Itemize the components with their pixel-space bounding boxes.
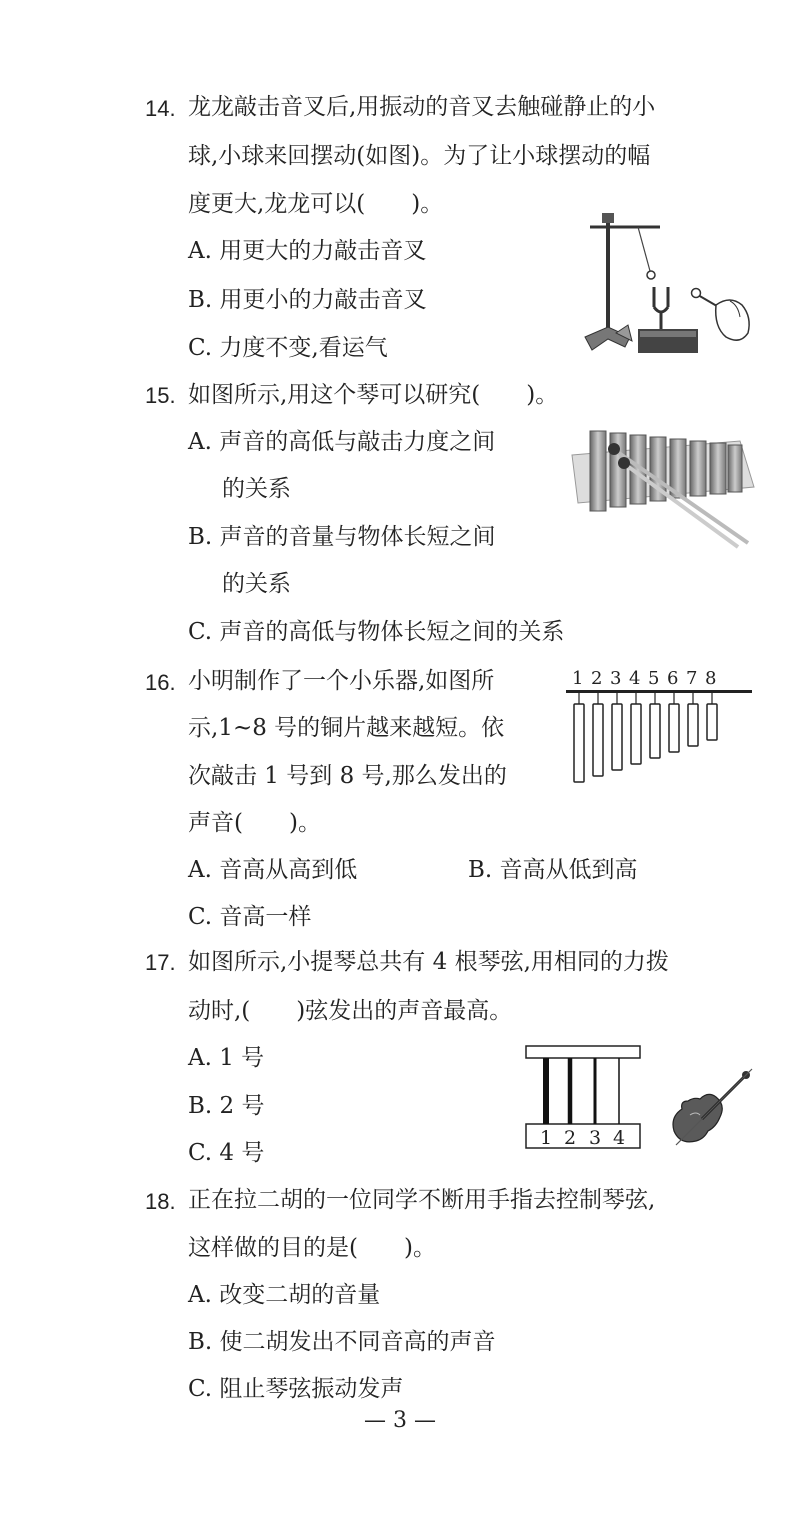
question-14-line-2: 球,小球来回摆动(如图)。为了让小球摆动的幅 bbox=[188, 143, 651, 169]
question-17-option-b[interactable]: B. 2 号 bbox=[188, 1093, 265, 1119]
xylophone-figure bbox=[568, 425, 758, 550]
violin-strings-diagram bbox=[522, 1042, 647, 1154]
question-18-option-b[interactable]: B. 使二胡发出不同音高的声音 bbox=[188, 1329, 496, 1355]
question-17-line-2: 动时,( )弦发出的声音最高。 bbox=[188, 998, 513, 1024]
chime-label: 3 bbox=[610, 668, 622, 689]
hand-with-mallet-icon bbox=[692, 289, 750, 341]
chimes-figure bbox=[566, 664, 756, 789]
question-17-option-c[interactable]: C. 4 号 bbox=[188, 1140, 265, 1166]
question-15-option-b[interactable]: B. 声音的音量与物体长短之间 bbox=[188, 524, 496, 550]
question-18-line-1: 正在拉二胡的一位同学不断用手指去控制琴弦, bbox=[188, 1187, 656, 1213]
question-16-option-a[interactable]: A. 音高从高到低 bbox=[188, 857, 358, 883]
question-17-option-a[interactable]: A. 1 号 bbox=[188, 1045, 265, 1071]
question-18-option-c[interactable]: C. 阻止琴弦振动发声 bbox=[188, 1376, 404, 1402]
chime-label: 8 bbox=[705, 668, 717, 689]
question-18-line-2: 这样做的目的是( )。 bbox=[188, 1235, 436, 1261]
chime-rail bbox=[566, 690, 752, 693]
question-16-line-1: 小明制作了一个小乐器,如图所 bbox=[188, 668, 495, 694]
chime-label: 6 bbox=[667, 668, 679, 689]
question-14-line-1: 龙龙敲击音叉后,用振动的音叉去触碰静止的小 bbox=[188, 94, 656, 120]
question-16-line-3: 次敲击 1 号到 8 号,那么发出的 bbox=[188, 763, 507, 789]
string-label: 4 bbox=[613, 1127, 626, 1149]
question-15-option-a[interactable]: A. 声音的高低与敲击力度之间 bbox=[188, 429, 496, 455]
pendulum-ball-icon bbox=[638, 227, 655, 279]
violin-strings-icon bbox=[546, 1058, 619, 1124]
chime-bars-icon bbox=[574, 704, 717, 782]
question-15-option-b-cont: 的关系 bbox=[222, 571, 291, 597]
violin-icon bbox=[664, 1065, 756, 1150]
string-label: 2 bbox=[564, 1127, 577, 1149]
chime-label: 1 bbox=[572, 668, 584, 689]
question-17-line-1: 如图所示,小提琴总共有 4 根琴弦,用相同的力拨 bbox=[188, 949, 669, 975]
question-16-option-b[interactable]: B. 音高从低到高 bbox=[468, 857, 638, 883]
question-18-option-a[interactable]: A. 改变二胡的音量 bbox=[188, 1282, 381, 1308]
question-15-line-1: 如图所示,用这个琴可以研究( )。 bbox=[188, 382, 559, 408]
question-15-option-a-cont: 的关系 bbox=[222, 476, 291, 502]
string-top-bar bbox=[526, 1046, 640, 1058]
tuning-fork-pendulum-figure bbox=[580, 205, 760, 360]
question-16-line-2: 示,1~8 号的铜片越来越短。依 bbox=[188, 715, 505, 741]
question-14-number: 14. bbox=[145, 96, 176, 121]
question-15-number: 15. bbox=[145, 383, 176, 408]
question-17-number: 17. bbox=[145, 950, 176, 975]
question-14-line-3: 度更大,龙龙可以( )。 bbox=[188, 191, 444, 217]
question-16-option-c[interactable]: C. 音高一样 bbox=[188, 904, 312, 930]
question-14-option-b[interactable]: B. 用更小的力敲击音叉 bbox=[188, 287, 427, 313]
question-15-option-c[interactable]: C. 声音的高低与物体长短之间的关系 bbox=[188, 619, 565, 645]
chime-label: 2 bbox=[591, 668, 603, 689]
xylophone-bars-icon bbox=[572, 431, 754, 511]
question-18-number: 18. bbox=[145, 1189, 176, 1214]
question-14-option-c[interactable]: C. 力度不变,看运气 bbox=[188, 335, 388, 361]
chime-label: 5 bbox=[648, 668, 660, 689]
question-14-option-a[interactable]: A. 用更大的力敲击音叉 bbox=[188, 238, 427, 264]
chime-label: 4 bbox=[629, 668, 641, 689]
chime-label: 7 bbox=[686, 668, 698, 689]
question-16-number: 16. bbox=[145, 670, 176, 695]
question-16-line-4: 声音( )。 bbox=[188, 810, 321, 836]
page-number: — 3 — bbox=[364, 1408, 436, 1433]
chime-labels bbox=[572, 668, 716, 689]
string-label: 1 bbox=[540, 1127, 553, 1149]
tuning-fork-icon bbox=[638, 287, 698, 353]
string-label: 3 bbox=[589, 1127, 602, 1149]
